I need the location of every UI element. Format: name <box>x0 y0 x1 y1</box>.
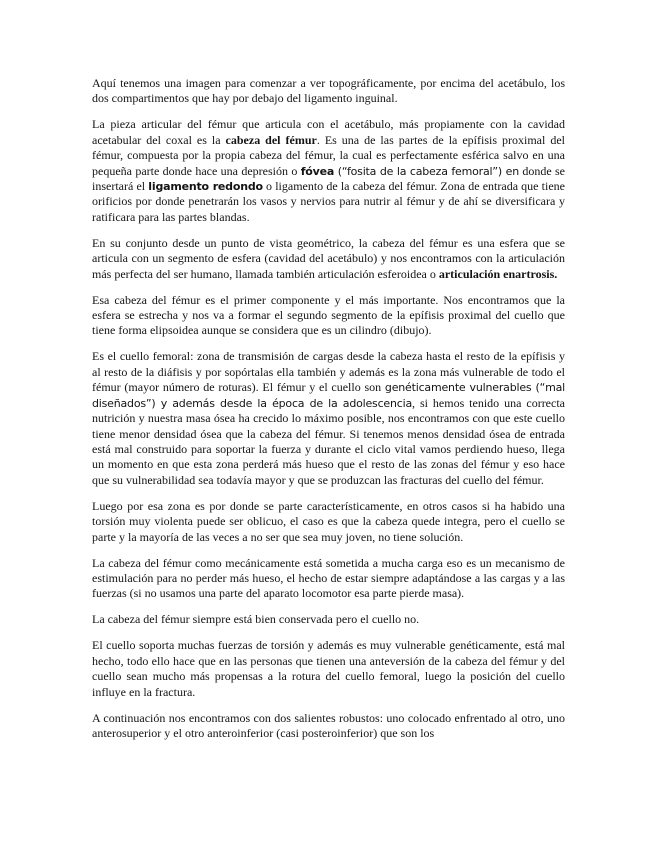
text-run: En su conjunto desde un punto de vista geométrico, la cabeza del fémur es una esfera que se articula con un segmento de esfera (cavidad del acetábulo) y nos encontramos con la articulación más perfecta del ser humano, llamada también articulación esferoidea o <box>92 235 565 281</box>
paragraph-esfera <box>92 236 565 282</box>
paragraph-carga: La cabeza del fémur como mecánicamente está sometida a mucha carga eso es un mecanismo de estimulación para no perder más hueso, el hecho de estar siempre adaptándose a las cargas y a las fuerzas (si no usamos una parte del aparato locomotor esa parte pierde masa). <box>92 555 565 601</box>
paragraph-cuello: Esa cabeza del fémur es el primer componente y el más importante. Nos encontramos que la esfera se estrecha y nos va a formar el segundo segmento de la epífisis proximal del cuello que tiene forma elipsoidea aunque se considera que es un cilindro (dibujo). <box>92 292 565 338</box>
text-run-sans: (“fosita de la cabeza femoral”) en <box>334 164 519 178</box>
text-run: Es el cuello femoral: zona de transmisión de cargas desde la cabeza hasta el resto de la epífisis y al resto de la diáfisis y por sopórtalas ella también y además es la zona más vulnerable de todo el fémur (mayor número de roturas). El fémur y el cuello son <box>92 349 565 395</box>
term-articulacion-enartrosis: articulación enartrosis. <box>438 266 558 281</box>
paragraph-intro: Aquí tenemos una imagen para comenzar a ver topográficamente, por encima del acetábulo, los dos compartimentos que hay por debajo del ligamento inguinal. <box>92 76 565 106</box>
text-run: La pieza articular del fémur que articula con el acetábulo, más propiamente con la cavidad acetabular del coxal es la <box>92 117 565 147</box>
document-page <box>92 76 565 752</box>
paragraph-salientes: A continuación nos encontramos con dos salientes robustos: uno colocado enfrentado al otro, uno anterosuperior y el otro anteroinferior (casi posteroinferior) que son los <box>92 710 565 740</box>
text-run: donde se insertará el <box>92 163 565 194</box>
paragraph-torsion: El cuello soporta muchas fuerzas de torsión y además es muy vulnerable genéticamente, está mal hecho, todo ello hace que en las personas que tienen una anteversión de la cabeza del fémur y del cuello sean mucho más propensas a la rotura del cuello femoral, luego la posición del cuello influye en la fractura. <box>92 638 565 699</box>
paragraph-fractura: Luego por esa zona es por donde se parte característicamente, en otros casos si ha habido una torsión muy violenta puede ser oblicuo, el caso es que la cabeza quede integra, pero el cuello se parte y la mayoría de las veces a no ser que sea muy joven, no tiene solución. <box>92 498 565 544</box>
term-fovea: fóvea <box>300 164 335 178</box>
paragraph-cabeza-femur <box>92 117 565 225</box>
term-ligamento-redondo: ligamento redondo <box>148 180 263 194</box>
paragraph-conservada: La cabeza del fémur siempre está bien conservada pero el cuello no. <box>92 612 420 627</box>
text-run: o ligamento de la cabeza del fémur. Zona de entrada que tiene orificios por donde penetrarán los vasos y nervios para nutrir al fémur y de ahí se diversificara y ratificara para las partes blandas. <box>92 179 565 224</box>
paragraph-cuello-femoral <box>92 349 565 488</box>
text-run-sans: genéticamente vulnerables (“mal diseñados”) y además desde la época de la adolescencia <box>92 381 565 410</box>
text-run: , si hemos tenido una correcta nutrición y nuestra masa ósea ha crecido lo máximo posible, nos encontramos con que este cuello tiene menor densidad ósea que la cabeza del fémur. Si tenemos menos densidad ósea de entrada está mal construido para soportar la fuerza y durante el ciclo vital vamos perdiendo hueso, llega un momento en que esta zona perderá más hueso que el resto de las zonas del fémur y eso hace que su vulnerabilidad sea todavía mayor y que se produzcan las fracturas del cuello del fémur. <box>92 395 565 487</box>
text-run: . Es una de las partes de la epífisis proximal del fémur, compuesta por la propia cabeza del fémur, la cual es perfectamente esférica salvo en una pequeña parte donde hace una depresión o <box>92 132 565 178</box>
term-cabeza-del-femur: cabeza del fémur <box>225 132 317 147</box>
